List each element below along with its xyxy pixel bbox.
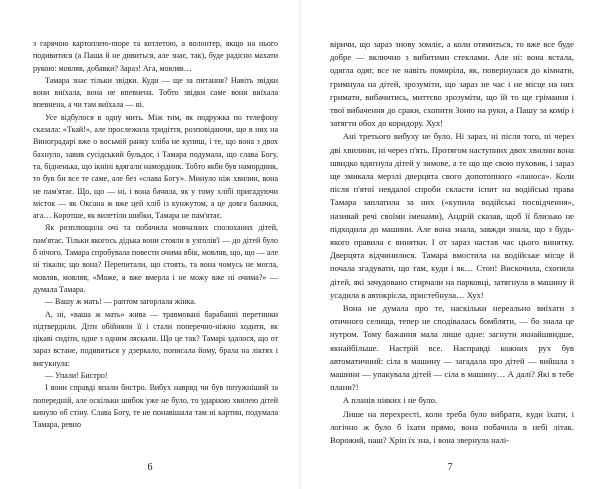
paragraph: Вона не думала про те, наскільки нереально виїхати з отичного селища, тепер не сподівалась бомбляти, — бо знала це нутром. Тому бажання мала лише одне: загнути якнайшвидше, якнайбільше. Настрій все. Насправді кожних рух був автоматичний: сіла в машину — загадала про дітей — вийшла з машини — упакувала дітей — сіла в машину… А далі? Які в тебе плани?!	[330, 303, 574, 393]
paragraph: Тамара знає тільки звідки. Куди — ще за питання? Навіть звідки вони виїхала, вона не впевнена. Тобто звідки саме вони виїхала впевнена, а чи там виїхала — ні.	[33, 75, 278, 110]
right-page	[300, 0, 600, 489]
right-page-text	[330, 38, 574, 447]
paragraph: Як розплющила очі та побачила мовчазних сполоханих дітей, пам'ятає. Тільки якогось дідька вони стояли в узголів'ї — до дітей було б нічого. Тамара спробувала повести очима вбік, мовляв, що, що — але ні тікали; що вона? Перепитали, що стоять, та вона чомусь не могла, мовляв, мовляв, «Може, я вже вмерла і не можу вже ні очима?» — думала Тамара.	[33, 223, 278, 294]
paragraph: А планів ніяких і не було.	[342, 395, 438, 406]
paragraph: Лише на перехресті, коли треба було вибрати, куди їхати, і логічно ж було б їхати прямо, вона побачила в небі літак. Ворожий, наш? Хрін їх зна, і вона звернула налі-	[330, 408, 574, 446]
page-number: 6	[147, 462, 153, 473]
paragraph: — Вашу ж мать! — раптом загорлала жінка.	[45, 297, 196, 307]
left-page-text	[33, 38, 278, 432]
paragraph: з гарячою картоплею-пюре та котлетою, а волонтер, якщо на нього подивитися (а Паша й не дивиться, але знає, так), буде радісно махати рукою: мовляв, добавки? Зараз! Ага, мовляв…	[33, 39, 278, 73]
paragraph: віричи, що зараз знову зомліє, а коли отямиться, то вже все буде добре — включно з вибитими стеклами. Але ні: вона встала, одягла одяг, все не навіть помиріла, як, повернулася до кімнати, гримнула на дітей, зрозуміти, що зараз не час і не місце на них гримати, вибачитись, миттєво зрозуміти, що їй то ще грімання і твої вибачення до сраки, схопити Зоню на руки, а Пашу за комір і затягти обох до коридору. Хух!	[330, 39, 574, 129]
paragraph: Ані третього вибуху не було. Ні зараз, ні після того, ні через дві хвилини, ні через п'ять. Протягом наступних двох хвилин вона швидко вдягнула дітей у зимове, а те що ще свою пуховик, і зараз ще змикала мерзлі дверцята свого допотопного «ланоса». Коли після п'ятої невдалої спроби скласти іспит на водійські права Тамара заплатила за них («купила водійські посвідчення», називай речі своїми іменами), Андрій сказав, щоб її близько не підходила до машини. Але вона знала, завжди знала, що з будь-якого правила є винятки. І от зараз настав час цього винятку. Дверцята відчинилися. Тамара вмостила на водійське місце й почала згадувати, що там, куди і як… Стоп! Вискочила, схопила дітей, які зачудовано стирчали на парковці, затягнула в машину й усадила в автокрісла, пристебнула… Хух!	[330, 131, 574, 300]
paragraph: Усе відбулося в одну мить. Між тим, як подружка по телефону сказала: «Ткай!», але прослежила тридіття, розповідаючи, що в них на Виноградарі вже о восьмій ранку хліба не купиш, і те, що вона з двох бахнуло, завив сусідський бульдог, і Тамара подумала, що слава Богу, та, бідненька, що ікніні вдягали намордник. Тобто якби був намордник, то був би все те саме, але без «слава Богу». Минуло ніж хвилин, вона не пам'ятає. Що, що — ні, і вона бачила, як у тому хлібі пригадуючи місток — як Оксана ж вже цей хліб із кунжутом, а це довга балачка, ага… Коротше, як вилетіли шибки, Тамара не пам'ятає.	[33, 112, 278, 221]
page-number: 7	[447, 462, 453, 473]
paragraph: І вони справді впали бистро. Вибух навряд чи був потужніший за попередній, але оскільки шибок уже не було, то ударною хвилею дітей кинуло об стіну. Слава Богу, те не понавішала там ні картин, подумала Тамара, ревно	[33, 383, 278, 430]
paragraph: — Упали! Бистро!	[45, 371, 108, 381]
paragraph: А, ні, «ваша ж мать» жива — травмовані барабанні перетинки підтвердили. Діти обійняли її і стали поперечно-ніжно ходити, як цікаві сидіти, одне з одним ляскали. Що це так? Тамарі здалося, що от зараз встане, подивиться у дзеркало, пописала йому, брала на ліктях і вигукнула:	[33, 309, 278, 368]
